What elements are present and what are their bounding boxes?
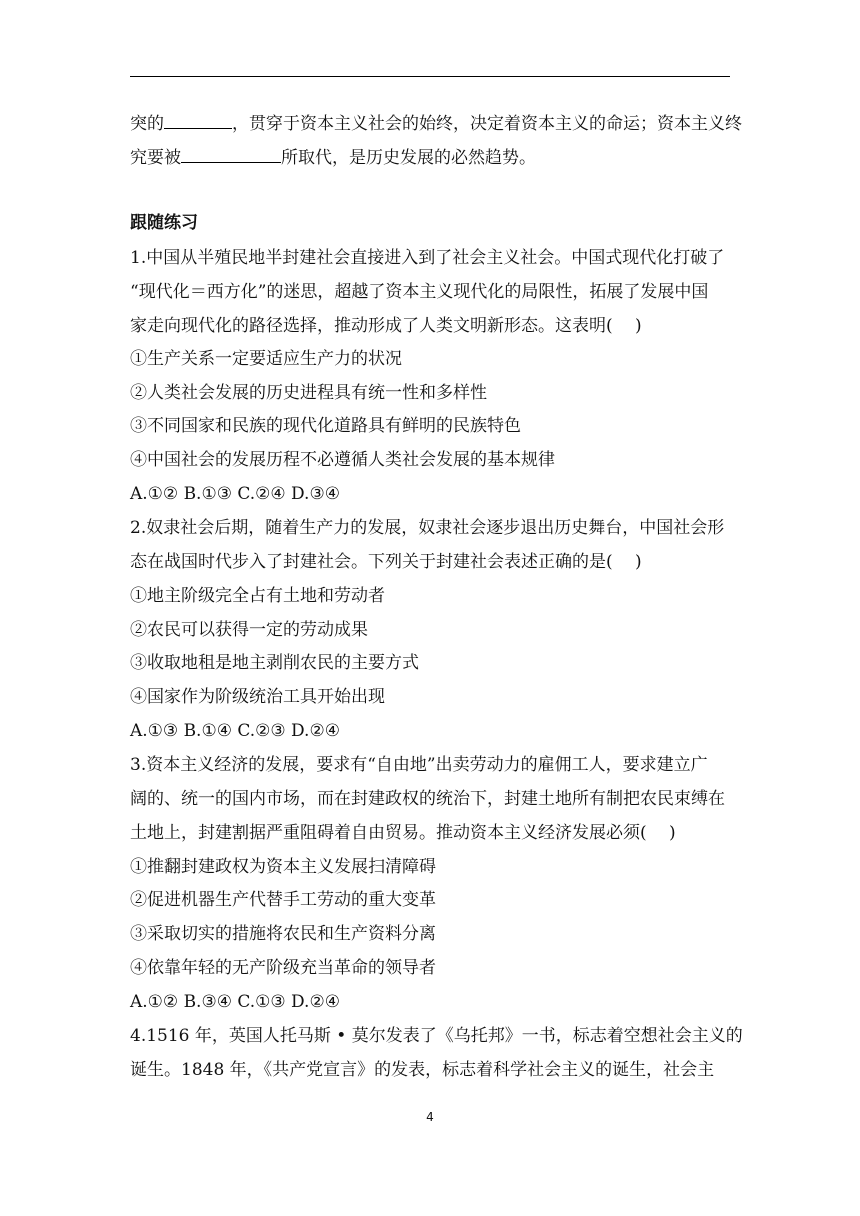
question-3-option-4: ④依靠年轻的无产阶级充当革命的领导者	[130, 958, 436, 978]
question-2-option-3: ③收取地租是地主剥削农民的主要方式	[130, 653, 419, 673]
question-2-stem-2: 态在战国时代步入了封建社会。下列关于封建社会表述正确的是( )	[130, 552, 642, 572]
question-3-stem-2: 阔的、统一的国内市场，而在封建政权的统治下，封建土地所有制把农民束缚在	[130, 789, 725, 809]
intro-text: 所取代，是历史发展的必然趋势。	[281, 148, 536, 168]
question-1-option-3: ③不同国家和民族的现代化道路具有鲜明的民族特色	[130, 416, 521, 436]
question-1-option-1: ①生产关系一定要适应生产力的状况	[130, 349, 402, 369]
question-1-stem-2: “现代化＝西方化”的迷思，超越了资本主义现代化的局限性，拓展了发展中国	[130, 282, 709, 302]
question-1-stem-3: 家走向现代化的路径选择，推动形成了人类文明新形态。这表明( )	[130, 316, 642, 336]
header-rule	[130, 76, 730, 77]
question-2-option-1: ①地主阶级完全占有土地和劳动者	[130, 586, 385, 606]
question-3-option-1: ①推翻封建政权为资本主义发展扫清障碍	[130, 857, 436, 877]
question-3-stem-3: 土地上，封建割据严重阻碍着自由贸易。推动资本主义经济发展必须( )	[130, 823, 676, 843]
fill-blank-2	[181, 144, 281, 163]
question-2-stem-1: 2.奴隶社会后期，随着生产力的发展，奴隶社会逐步退出历史舞台，中国社会形	[130, 518, 725, 538]
intro-text: 究要被	[130, 148, 181, 168]
question-3-choices: A.①② B.③④ C.①③ D.②④	[130, 992, 340, 1012]
intro-line-1	[130, 110, 742, 136]
question-4-stem-1: 4.1516 年，英国人托马斯 • 莫尔发表了《乌托邦》一书，标志着空想社会主义的	[130, 1026, 743, 1046]
question-1-stem-1: 1.中国从半殖民地半封建社会直接进入到了社会主义社会。中国式现代化打破了	[130, 248, 725, 268]
question-2-option-4: ④国家作为阶级统治工具开始出现	[130, 687, 385, 707]
question-1-option-2: ②人类社会发展的历史进程具有统一性和多样性	[130, 383, 487, 403]
question-4-stem-2: 诞生。1848 年，《共产党宣言》的发表，标志着科学社会主义的诞生，社会主	[130, 1060, 715, 1080]
intro-text: ，贯穿于资本主义社会的始终，决定着资本主义的命运；资本主义终	[232, 114, 742, 134]
question-1-option-4: ④中国社会的发展历程不必遵循人类社会发展的基本规律	[130, 450, 555, 470]
question-1-choices: A.①② B.①③ C.②④ D.③④	[130, 484, 340, 504]
section-title: 跟随练习	[130, 213, 198, 233]
page-number: 4	[426, 1110, 434, 1124]
question-2-option-2: ②农民可以获得一定的劳动成果	[130, 620, 368, 640]
intro-line-2	[130, 144, 536, 170]
question-2-choices: A.①③ B.①④ C.②③ D.②④	[130, 721, 340, 741]
intro-text: 突的	[130, 114, 164, 134]
question-3-option-2: ②促进机器生产代替手工劳动的重大变革	[130, 890, 436, 910]
question-3-stem-1: 3.资本主义经济的发展，要求有“自由地”出卖劳动力的雇佣工人，要求建立广	[130, 755, 708, 775]
fill-blank-1	[164, 110, 232, 129]
question-3-option-3: ③采取切实的措施将农民和生产资料分离	[130, 924, 436, 944]
